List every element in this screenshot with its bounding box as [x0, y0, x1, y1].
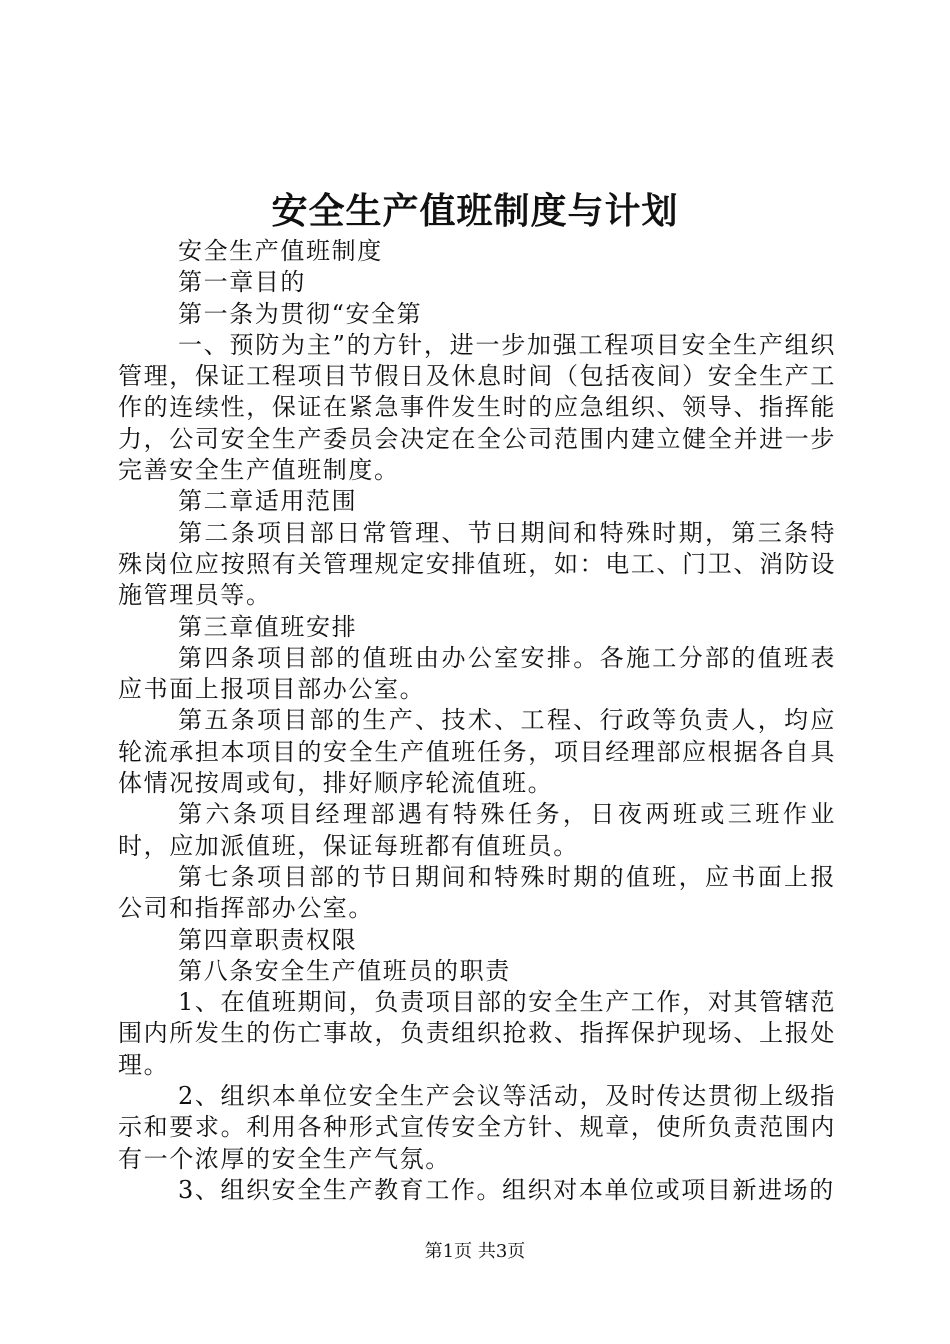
- paragraph-4: 一、预防为主”的方针，进一步加强工程项目安全生产组织管理，保证工程项目节假日及休息时间（包括夜间）安全生产工作的连续性，保证在紧急事件发生时的应急组织、领导、指挥能力，公司安全生产委员会决定在全公司范围内建立健全并进一步完善安全生产值班制度。: [118, 330, 836, 485]
- paragraph-6: 第二条项目部日常管理、节日期间和特殊时期，第三条特殊岗位应按照有关管理规定安排值班，如：电工、门卫、消防设施管理员等。: [118, 518, 836, 610]
- paragraph-16: 3、组织安全生产教育工作。组织对本单位或项目新进场的: [178, 1175, 835, 1204]
- paragraph-9: 第五条项目部的生产、技术、工程、行政等负责人，均应轮流承担本项目的安全生产值班任务，项目经理部应根据各自具体情况按周或旬，排好顺序轮流值班。: [118, 706, 836, 798]
- page-number-footer: 第1页 共3页: [424, 1241, 526, 1262]
- paragraph-1: 安全生产值班制度: [178, 237, 383, 265]
- paragraph-13: 第八条安全生产值班员的职责: [178, 956, 511, 985]
- paragraph-5: 第二章适用范围: [178, 487, 358, 516]
- paragraph-8: 第四条项目部的值班由办公室安排。各施工分部的值班表应书面上报项目部办公室。: [118, 643, 836, 704]
- document-body: [118, 236, 836, 1206]
- paragraph-11: 第七条项目部的节日期间和特殊时期的值班，应书面上报公司和指挥部办公室。: [118, 862, 836, 923]
- paragraph-3: 第一条为贯彻“安全第: [178, 299, 423, 328]
- paragraph-2: 第一章目的: [178, 268, 306, 297]
- paragraph-14: 1、在值班期间，负责项目部的安全生产工作，对其管辖范围内所发生的伤亡事故，负责组织抢救、指挥保护现场、上报处理。: [118, 988, 836, 1079]
- paragraph-12: 第四章职责权限: [178, 925, 358, 954]
- paragraph-10: 第六条项目经理部遇有特殊任务，日夜两班或三班作业时，应加派值班，保证每班都有值班员。: [118, 800, 836, 860]
- paragraph-7: 第三章值班安排: [178, 612, 358, 641]
- paragraph-15: 2、组织本单位安全生产会议等活动，及时传达贯彻上级指示和要求。利用各种形式宣传安全方针、规章，使所负责范围内有一个浓厚的安全生产气氛。: [118, 1082, 836, 1173]
- document-title: 安全生产值班制度与计划: [271, 190, 679, 232]
